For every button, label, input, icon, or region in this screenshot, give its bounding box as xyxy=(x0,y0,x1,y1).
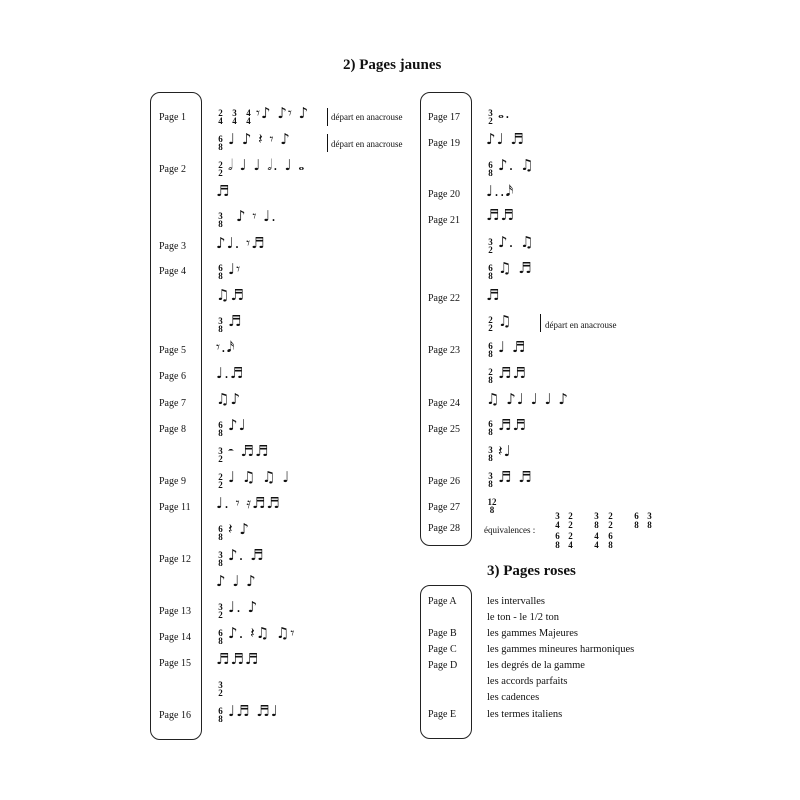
page-label: Page 6 xyxy=(159,371,186,382)
rhythm-notation-icon: ♩ ♬ xyxy=(498,338,527,356)
equivalence-time-signature: 3 8 xyxy=(594,511,599,530)
rhythm-notation-icon: ♬ xyxy=(216,182,231,200)
page-label: Page 21 xyxy=(428,215,460,226)
time-signature-icon: 3 8 xyxy=(218,550,223,568)
time-signature-icon: 6 8 xyxy=(218,706,223,724)
rhythm-notation-icon: ♫♬ xyxy=(216,286,245,304)
equivalence-time-signature: 6 8 xyxy=(634,511,639,530)
page-label: Page 22 xyxy=(428,293,460,304)
time-signature-icon: 6 8 xyxy=(218,263,223,281)
rhythm-notation-icon: ♪♩. 𝄾♬ xyxy=(216,234,266,252)
rhythm-notation-icon: 𝄽 ♪ xyxy=(228,520,250,538)
rhythm-notation-icon: ♬ ♬ xyxy=(498,468,533,486)
page-label: Page 14 xyxy=(159,632,191,643)
rhythm-notation-icon: ♫ ♬ xyxy=(498,259,533,277)
time-signature-icon: 6 8 xyxy=(218,524,223,542)
time-signature-icon: 2 2 xyxy=(218,160,223,178)
page-label: Page 1 xyxy=(159,112,186,123)
page-label: Page 24 xyxy=(428,398,460,409)
rhythm-notation-icon: ♪♩ ♬ xyxy=(486,130,525,148)
rhythm-notation-icon: ♪. 𝄽♫ ♫𝄾 xyxy=(228,624,296,642)
bar-line xyxy=(327,134,328,152)
rhythm-notation-icon: ♪ 𝄾 ♩. xyxy=(236,207,277,225)
time-signature-icon: 3 8 xyxy=(218,211,223,229)
time-signature-icon: 3 2 xyxy=(218,680,223,698)
rhythm-notation-icon: ♪ ♩ ♪ xyxy=(216,572,257,590)
time-signature-icon: 6 8 xyxy=(218,134,223,152)
time-signature-icon: 6 8 xyxy=(488,160,493,178)
topic-item: le ton - le 1/2 ton xyxy=(487,612,560,623)
rhythm-notation-icon: ♬♬ xyxy=(498,416,527,434)
time-signature-icon: 2 2 xyxy=(218,472,223,490)
rhythm-notation-icon: 𝄾♪ ♪𝄾 ♪ xyxy=(256,104,310,122)
page-label: Page 9 xyxy=(159,476,186,487)
rhythm-notation-icon: ♫♪ xyxy=(216,390,242,408)
time-signature-icon: 6 8 xyxy=(218,628,223,646)
rhythm-notation-icon: ♫ ♪♩ ♩ ♩ ♪ xyxy=(486,390,569,408)
time-signature-icon: 3 8 xyxy=(218,316,223,334)
page-label: Page 8 xyxy=(159,424,186,435)
time-signature-icon: 2 4 xyxy=(218,108,223,126)
time-signature-icon: 6 8 xyxy=(488,419,493,437)
rhythm-notation-icon: ♩ ♫ ♫ ♩ xyxy=(228,468,291,486)
rhythm-notation-icon: ♩𝄾 xyxy=(228,260,242,278)
page-label: Page B xyxy=(428,628,457,639)
page-label: Page 12 xyxy=(159,554,191,565)
time-signature-icon: 6 8 xyxy=(488,341,493,359)
page-label: Page 27 xyxy=(428,502,460,513)
page-label: Page 17 xyxy=(428,112,460,123)
equivalence-time-signature: 4 4 xyxy=(594,531,599,550)
equivalence-time-signature: 3 4 xyxy=(555,511,560,530)
equivalence-time-signature: 2 4 xyxy=(568,531,573,550)
equivalences-label: équivalences : xyxy=(484,525,536,535)
time-signature-icon: 12 8 xyxy=(487,497,497,515)
time-signature-icon: 3 2 xyxy=(218,446,223,464)
topic-item: les gammes Majeures xyxy=(487,628,578,639)
rhythm-notation-icon: ♬ xyxy=(228,312,243,330)
topic-item: les cadences xyxy=(487,692,540,703)
time-signature-icon: 2 2 xyxy=(488,315,493,333)
rhythm-notation-icon: ♪♩ xyxy=(228,416,247,434)
time-signature-icon: 3 8 xyxy=(488,471,493,489)
anacrusis-note: départ en anacrouse xyxy=(331,139,403,149)
anacrusis-note: départ en anacrouse xyxy=(545,320,617,330)
topic-item: les intervalles xyxy=(487,596,546,607)
rhythm-notation-icon: ♬♬ xyxy=(498,364,527,382)
rhythm-notation-icon: 𝄼 ♬♬ xyxy=(228,442,270,460)
rhythm-notation-icon: ♪. ♫ xyxy=(498,156,535,174)
page-label: Page 25 xyxy=(428,424,460,435)
bar-line xyxy=(327,108,328,126)
rhythm-notation-icon: 𝄽♩ xyxy=(498,442,512,460)
page-label: Page 13 xyxy=(159,606,191,617)
topic-item: les accords parfaits xyxy=(487,676,568,687)
topic-item: les degrés de la gamme xyxy=(487,660,585,671)
page-label: Page 19 xyxy=(428,138,460,149)
page-label: Page E xyxy=(428,709,457,720)
rhythm-notation-icon: 𝅝. xyxy=(498,104,511,122)
time-signature-icon: 2 8 xyxy=(488,367,493,385)
page-label: Page 5 xyxy=(159,345,186,356)
anacrusis-note: départ en anacrouse xyxy=(331,112,403,122)
time-signature-icon: 3 4 xyxy=(232,108,237,126)
rhythm-notation-icon: ♩ ♪ 𝄽 𝄾 ♪ xyxy=(228,130,291,148)
rhythm-notation-icon: ♬♬ xyxy=(486,206,515,224)
page-label: Page 2 xyxy=(159,164,186,175)
page-label: Page 23 xyxy=(428,345,460,356)
equivalence-time-signature: 6 8 xyxy=(555,531,560,550)
rhythm-notation-icon: ♬ xyxy=(486,286,501,304)
topic-item: les gammes mineures harmoniques xyxy=(487,644,635,655)
time-signature-icon: 6 8 xyxy=(488,263,493,281)
page-label: Page 7 xyxy=(159,398,186,409)
rhythm-notation-icon: ♫ xyxy=(498,312,513,330)
equivalence-time-signature: 3 8 xyxy=(647,511,652,530)
rhythm-notation-icon: 𝅗𝅥 ♩ ♩ 𝅗𝅥. ♩ 𝅝 xyxy=(228,156,306,174)
time-signature-icon: 3 2 xyxy=(218,602,223,620)
rhythm-notation-icon: ♪. ♫ xyxy=(498,233,535,251)
page-label: Page 20 xyxy=(428,189,460,200)
page-label: Page 15 xyxy=(159,658,191,669)
time-signature-icon: 4 4 xyxy=(246,108,251,126)
rhythm-notation-icon: ♩.♬ xyxy=(216,364,245,382)
section-heading-pages-roses: 3) Pages roses xyxy=(487,563,576,579)
page-label: Page A xyxy=(428,596,457,607)
page-label: Page C xyxy=(428,644,457,655)
section-heading-pages-jaunes: 2) Pages jaunes xyxy=(343,57,442,73)
equivalence-time-signature: 2 2 xyxy=(568,511,573,530)
equivalence-time-signature: 6 8 xyxy=(608,531,613,550)
rhythm-notation-icon: ♩♬ ♬♩ xyxy=(228,702,279,720)
equivalence-time-signature: 2 2 xyxy=(608,511,613,530)
time-signature-icon: 3 8 xyxy=(488,445,493,463)
page-label: Page 26 xyxy=(428,476,460,487)
rhythm-notation-icon: ♪. ♬ xyxy=(228,546,265,564)
page-label: Page 28 xyxy=(428,523,460,534)
rhythm-notation-icon: ♩. 𝄾 𝄿♬♬ xyxy=(216,494,281,512)
bar-line xyxy=(540,314,541,332)
topic-item: les termes italiens xyxy=(487,709,563,720)
page-label: Page 16 xyxy=(159,710,191,721)
time-signature-icon: 3 2 xyxy=(488,237,493,255)
page-label: Page 3 xyxy=(159,241,186,252)
rhythm-notation-icon: 𝄾.𝅘𝅥𝅯 xyxy=(216,338,236,356)
page-label: Page D xyxy=(428,660,458,671)
rhythm-notation-icon: ♬♬♬ xyxy=(216,650,260,668)
page-label: Page 4 xyxy=(159,266,186,277)
rhythm-notation-icon: ♩. ♪ xyxy=(228,598,259,616)
time-signature-icon: 3 2 xyxy=(488,108,493,126)
rhythm-notation-icon: ♩..𝅘𝅥𝅯 xyxy=(486,182,515,200)
page-label: Page 11 xyxy=(159,502,191,513)
time-signature-icon: 6 8 xyxy=(218,420,223,438)
